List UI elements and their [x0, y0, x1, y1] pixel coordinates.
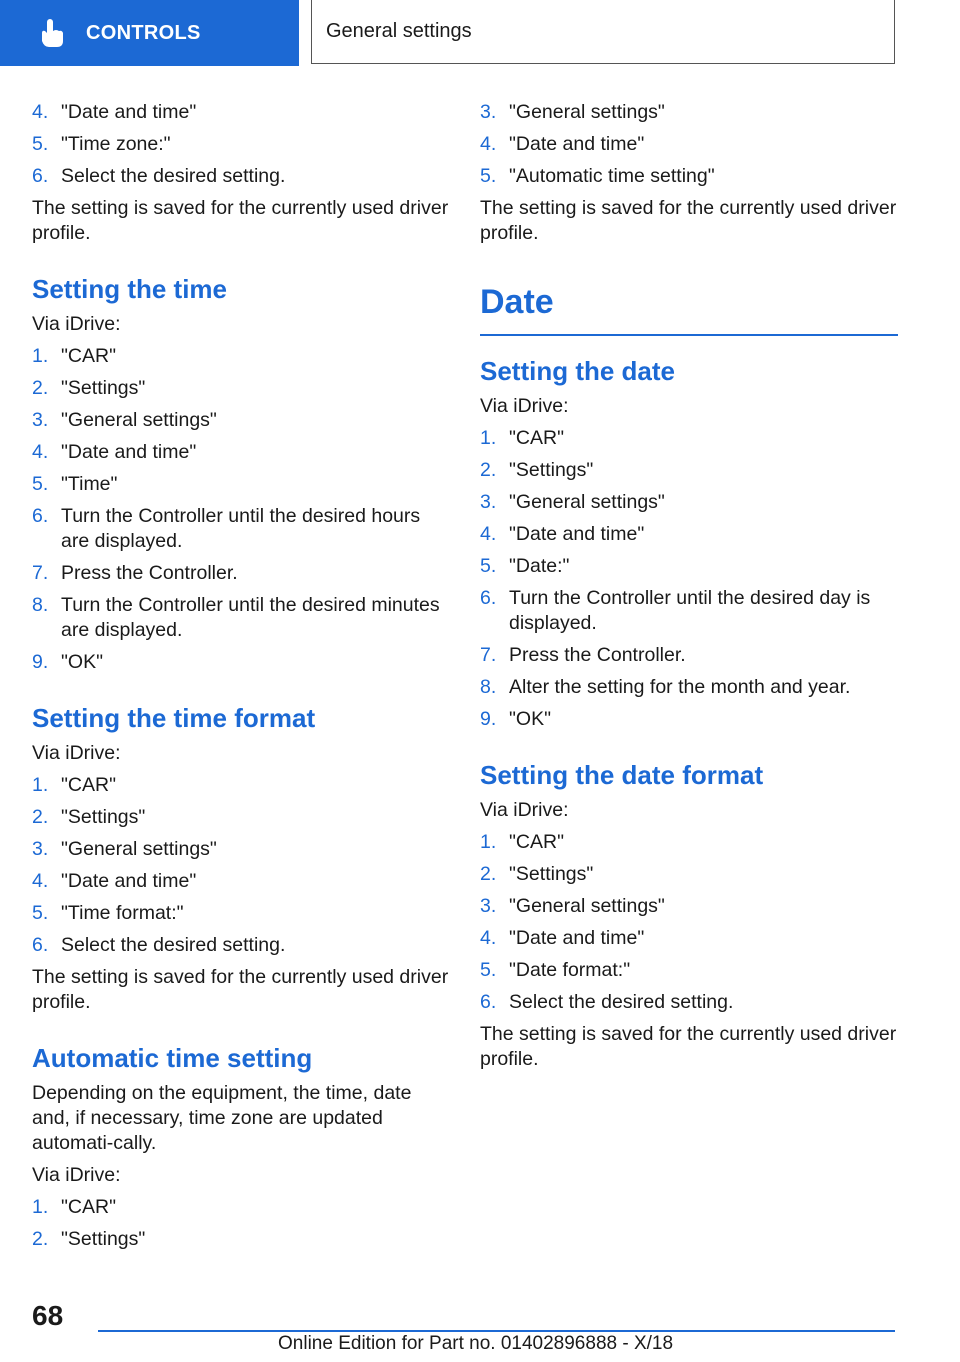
- step-number: 1.: [32, 774, 49, 796]
- step-text: "CAR": [61, 1196, 117, 1218]
- step-number: 2.: [32, 377, 49, 399]
- list-item: [32, 408, 450, 433]
- footer-rule: [98, 1330, 895, 1332]
- step-number: 2.: [32, 806, 49, 828]
- step-number: 6.: [32, 165, 49, 187]
- step-number: 7.: [480, 643, 497, 666]
- step-text: "Date and time": [61, 441, 197, 463]
- list-item: [480, 586, 898, 636]
- step-number: 1.: [32, 1196, 49, 1218]
- list-item: [32, 472, 450, 497]
- step-text: "General settings": [509, 101, 665, 123]
- time-format-note: The setting is saved for the currently used driver profile.: [32, 966, 449, 1013]
- list-item: [32, 773, 450, 798]
- step-number: 1.: [32, 345, 49, 367]
- step-number: 5.: [32, 473, 49, 495]
- step-text: "Automatic time setting": [509, 165, 715, 187]
- step-number: 4.: [32, 441, 49, 463]
- step-text: "CAR": [61, 345, 117, 367]
- list-item: [480, 458, 898, 483]
- list-item: [32, 440, 450, 465]
- list-item: [480, 894, 898, 919]
- step-number: 2.: [480, 862, 497, 885]
- step-text: "Settings": [509, 862, 594, 885]
- date-format-note: The setting is saved for the currently used driver profile.: [480, 1022, 897, 1070]
- step-text: "Settings": [61, 806, 146, 828]
- intro-note: The setting is saved for the currently used driver profile.: [32, 197, 449, 244]
- list-auto-time-steps: [32, 1195, 450, 1252]
- step-text: "OK": [509, 707, 552, 730]
- step-text: "General settings": [61, 838, 217, 860]
- step-text: Turn the Controller until the desired hours are displayed.: [61, 505, 421, 552]
- step-number: 2.: [32, 1228, 49, 1250]
- list-item: [480, 132, 898, 157]
- via-idrive-time-format: Via iDrive:: [32, 742, 121, 764]
- step-number: 5.: [480, 958, 497, 981]
- step-text: "Date and time": [61, 870, 197, 892]
- list-item: [480, 862, 898, 887]
- step-text: Alter the setting for the month and year.: [509, 675, 851, 698]
- list-intro-steps: [32, 100, 450, 189]
- step-text: "General settings": [61, 409, 217, 431]
- step-number: 3.: [480, 101, 497, 123]
- list-item: [480, 554, 898, 579]
- step-text: "CAR": [61, 774, 117, 796]
- step-number: 3.: [480, 490, 497, 513]
- step-text: Press the Controller.: [61, 562, 238, 584]
- list-item: [480, 490, 898, 515]
- step-number: 6.: [32, 505, 49, 527]
- list-item: [480, 926, 898, 951]
- step-text: "Settings": [61, 377, 146, 399]
- list-item: [480, 164, 898, 189]
- step-text: "Date and time": [509, 926, 645, 949]
- step-text: "Date and time": [509, 522, 645, 545]
- step-number: 8.: [480, 675, 497, 698]
- step-text: "Time format:": [61, 902, 184, 924]
- step-text: Select the desired setting.: [61, 934, 286, 956]
- auto-time-description: Depending on the equipment, the time, date and, if necessary, time zone are updated automati-cally.: [32, 1082, 412, 1154]
- list-date-steps: [480, 426, 898, 732]
- step-text: Select the desired setting.: [61, 165, 286, 187]
- via-idrive-date: Via iDrive:: [480, 394, 569, 417]
- list-item: [32, 869, 450, 894]
- step-number: 3.: [480, 894, 497, 917]
- list-item: [32, 650, 450, 675]
- list-item: [32, 837, 450, 862]
- step-text: "Date format:": [509, 958, 631, 981]
- step-number: 5.: [480, 165, 497, 187]
- list-date-format-steps: [480, 830, 898, 1015]
- step-number: 5.: [32, 133, 49, 155]
- step-text: "CAR": [509, 426, 565, 449]
- list-item: [480, 830, 898, 855]
- section-label: CONTROLS: [86, 21, 201, 44]
- right-column: [480, 100, 898, 1079]
- list-item: [32, 933, 450, 958]
- step-number: 5.: [32, 902, 49, 924]
- step-number: 9.: [480, 707, 497, 730]
- heading-setting-the-time: Setting the time: [32, 274, 228, 304]
- list-item: [32, 164, 450, 189]
- list-item: [480, 707, 898, 732]
- via-idrive-date-format: Via iDrive:: [480, 798, 569, 821]
- step-number: 6.: [480, 586, 497, 609]
- list-item: [32, 561, 450, 586]
- step-number: 9.: [32, 651, 49, 673]
- list-item: [480, 100, 898, 125]
- step-number: 4.: [480, 133, 497, 155]
- list-item: [480, 643, 898, 668]
- step-text: Press the Controller.: [509, 643, 686, 666]
- list-item: [480, 426, 898, 451]
- step-text: "Settings": [61, 1228, 146, 1250]
- auto-time-note: The setting is saved for the currently used driver profile.: [480, 197, 897, 244]
- step-text: "Settings": [509, 458, 594, 481]
- step-text: Turn the Controller until the desired minutes are displayed.: [61, 594, 440, 641]
- step-text: "General settings": [509, 894, 665, 917]
- chapter-title-date: Date: [480, 283, 554, 321]
- heading-automatic-time-setting: Automatic time setting: [32, 1043, 313, 1073]
- step-text: Turn the Controller until the desired day is displayed.: [509, 586, 871, 634]
- list-item: [32, 132, 450, 157]
- step-number: 8.: [32, 594, 49, 616]
- step-text: "Date and time": [509, 133, 645, 155]
- step-number: 5.: [480, 554, 497, 577]
- step-number: 1.: [480, 830, 497, 853]
- via-idrive-time: Via iDrive:: [32, 313, 121, 335]
- list-item: [480, 675, 898, 700]
- step-text: "OK": [61, 651, 104, 673]
- step-text: "Date:": [509, 554, 570, 577]
- step-number: 4.: [480, 522, 497, 545]
- left-column: [32, 100, 450, 1259]
- footer-edition: Online Edition for Part no. 01402896888 - X/18: [278, 1333, 674, 1354]
- heading-setting-the-date-format: Setting the date format: [480, 759, 764, 790]
- list-item: [32, 344, 450, 369]
- heading-setting-the-date: Setting the date: [480, 355, 676, 386]
- list-item: [32, 100, 450, 125]
- hand-pointer-icon: [38, 17, 66, 49]
- list-item: [480, 958, 898, 983]
- list-item: [32, 593, 450, 643]
- step-number: 4.: [32, 101, 49, 123]
- step-number: 3.: [32, 409, 49, 431]
- list-item: [480, 990, 898, 1015]
- step-text: "General settings": [509, 490, 665, 513]
- list-item: [32, 376, 450, 401]
- list-item: [32, 1195, 450, 1220]
- section-tab[interactable]: [0, 0, 299, 66]
- page-header-title: General settings: [311, 0, 895, 64]
- step-text: "Date and time": [61, 101, 197, 123]
- via-idrive-auto-time: Via iDrive:: [32, 1164, 121, 1186]
- chapter-rule: [480, 334, 898, 336]
- list-item: [32, 504, 450, 554]
- step-number: 6.: [480, 990, 497, 1013]
- step-number: 7.: [32, 562, 49, 584]
- step-number: 1.: [480, 426, 497, 449]
- step-text: "CAR": [509, 830, 565, 853]
- step-number: 6.: [32, 934, 49, 956]
- list-item: [32, 805, 450, 830]
- heading-setting-the-time-format: Setting the time format: [32, 703, 316, 733]
- list-item: [480, 522, 898, 547]
- step-text: "Time": [61, 473, 118, 495]
- step-number: 3.: [32, 838, 49, 860]
- page-number: 68: [32, 1300, 64, 1331]
- step-number: 4.: [32, 870, 49, 892]
- step-number: 2.: [480, 458, 497, 481]
- list-time-format-steps: [32, 773, 450, 958]
- list-item: [32, 1227, 450, 1252]
- list-item: [32, 901, 450, 926]
- list-auto-time-steps-cont: [480, 100, 898, 189]
- list-time-steps: [32, 344, 450, 675]
- step-text: Select the desired setting.: [509, 990, 734, 1013]
- step-number: 4.: [480, 926, 497, 949]
- step-text: "Time zone:": [61, 133, 171, 155]
